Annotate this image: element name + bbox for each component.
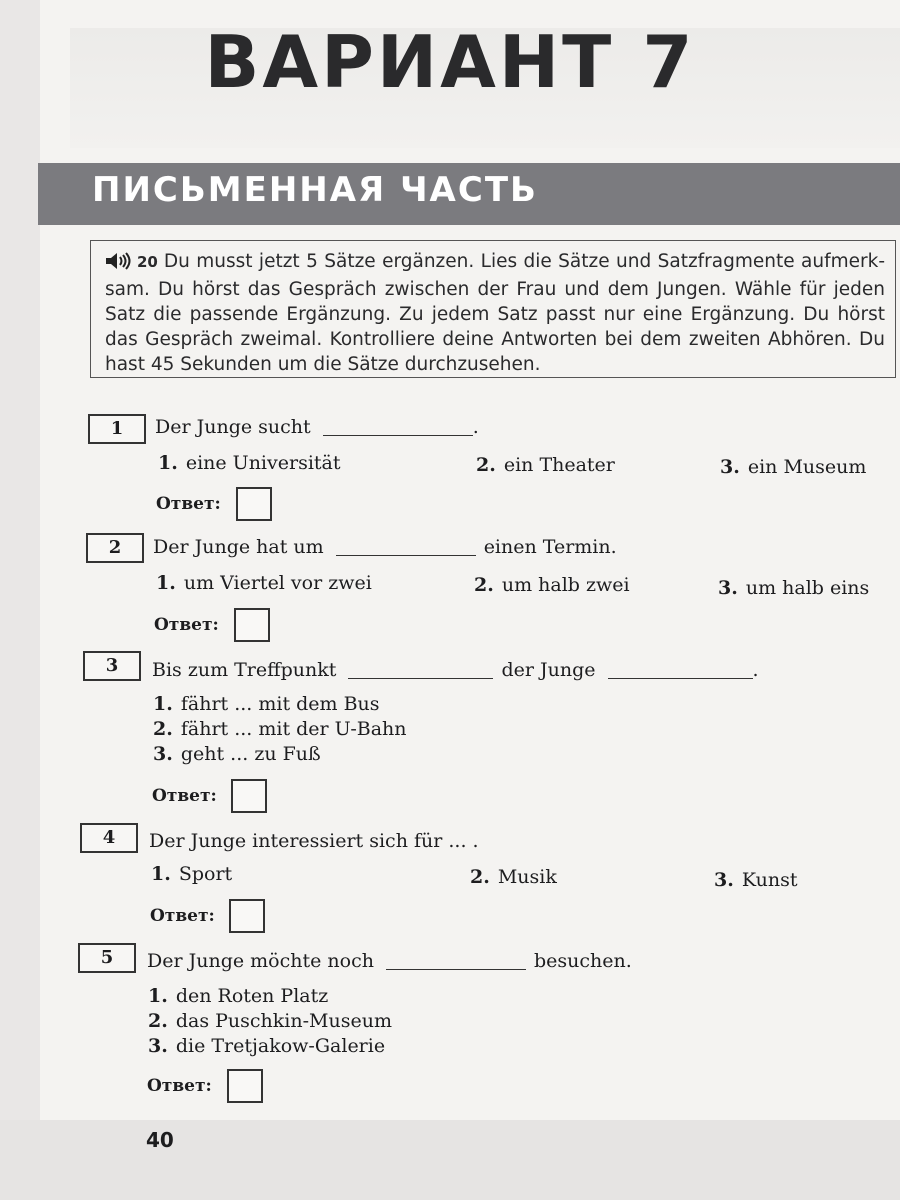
- instruction-number: 20: [137, 253, 158, 271]
- task-stem: [147, 950, 632, 972]
- answer-blank: [323, 421, 473, 436]
- answer-label: Ответ:: [154, 615, 219, 635]
- answer-box[interactable]: [227, 1069, 263, 1103]
- task-number: 4: [80, 823, 138, 853]
- page-footer-strip: [0, 1120, 900, 1200]
- instruction-text: Du musst jetzt 5 Sätze ergänzen. Lies die Sätze und Satzfragmente aufmerk-sam. Du hörst das Gespräch zwischen der Frau und dem Jungen. Wähle für jeden Satz die passende Ergänzung. Zu jedem Satz passt nur eine Ergänzung. Du hörst das Gespräch zweimal. Kontrolliere deine Antworten bei dem zweiten Abhören. Du hast 45 Sekunden um die Sätze durchzusehen.: [105, 251, 885, 375]
- page-number: 40: [146, 1128, 174, 1152]
- option-3: 3. die Tretjakow-Galerie: [148, 1035, 386, 1057]
- option-3: 3. Kunst: [714, 869, 798, 891]
- speaker-icon: [105, 252, 135, 277]
- task-stem: [155, 416, 479, 438]
- stem-text: einen Termin.: [483, 536, 617, 558]
- task-number: 1: [88, 414, 146, 444]
- stem-text: Der Junge hat um: [153, 536, 324, 558]
- answer-box[interactable]: [234, 608, 270, 642]
- option-1: 1. Sport: [151, 863, 233, 885]
- stem-text: Der Junge möchte noch: [147, 950, 374, 972]
- stem-text: besuchen.: [534, 950, 632, 972]
- stem-text: Der Junge interessiert sich für ... .: [149, 830, 479, 852]
- task-number: 5: [78, 943, 136, 973]
- instruction-box: [90, 240, 896, 378]
- option-1: 1. eine Universität: [158, 452, 341, 474]
- answer-box[interactable]: [231, 779, 267, 813]
- task-stem: [152, 659, 759, 681]
- task-stem: [153, 536, 617, 558]
- option-1: 1. um Viertel vor zwei: [156, 572, 372, 594]
- answer-label: Ответ:: [147, 1076, 212, 1096]
- answer-label: Ответ:: [156, 494, 221, 514]
- answer-blank: [608, 664, 753, 679]
- answer-box[interactable]: [236, 487, 272, 521]
- task-stem: [149, 830, 479, 852]
- stem-text: .: [472, 416, 479, 438]
- answer-blank: [348, 664, 493, 679]
- option-2: 2. fährt ... mit der U-Bahn: [153, 718, 407, 740]
- task-number: 3: [83, 651, 141, 681]
- option-2: 2. das Puschkin-Museum: [148, 1010, 392, 1032]
- option-3: 3. geht ... zu Fuß: [153, 743, 321, 765]
- answer-label: Ответ:: [150, 906, 215, 926]
- stem-text: .: [752, 659, 759, 681]
- stem-text: Bis zum Treffpunkt: [152, 659, 337, 681]
- stem-text: Der Junge sucht: [155, 416, 311, 438]
- answer-box[interactable]: [229, 899, 265, 933]
- option-2: 2. Musik: [470, 866, 557, 888]
- task-number: 2: [86, 533, 144, 563]
- option-3: 3. um halb eins: [718, 577, 870, 599]
- section-title: ПИСЬМЕННАЯ ЧАСТЬ: [92, 170, 538, 210]
- option-1: 1. fährt ... mit dem Bus: [153, 693, 380, 715]
- stem-text: der Junge: [501, 659, 596, 681]
- answer-blank: [386, 955, 526, 970]
- answer-label: Ответ:: [152, 786, 217, 806]
- answer-blank: [336, 541, 476, 556]
- option-3: 3. ein Museum: [720, 456, 867, 478]
- option-2: 2. um halb zwei: [474, 574, 630, 596]
- option-2: 2. ein Theater: [476, 454, 615, 476]
- option-1: 1. den Roten Platz: [148, 985, 329, 1007]
- page-title: ВАРИАНТ 7: [204, 20, 696, 104]
